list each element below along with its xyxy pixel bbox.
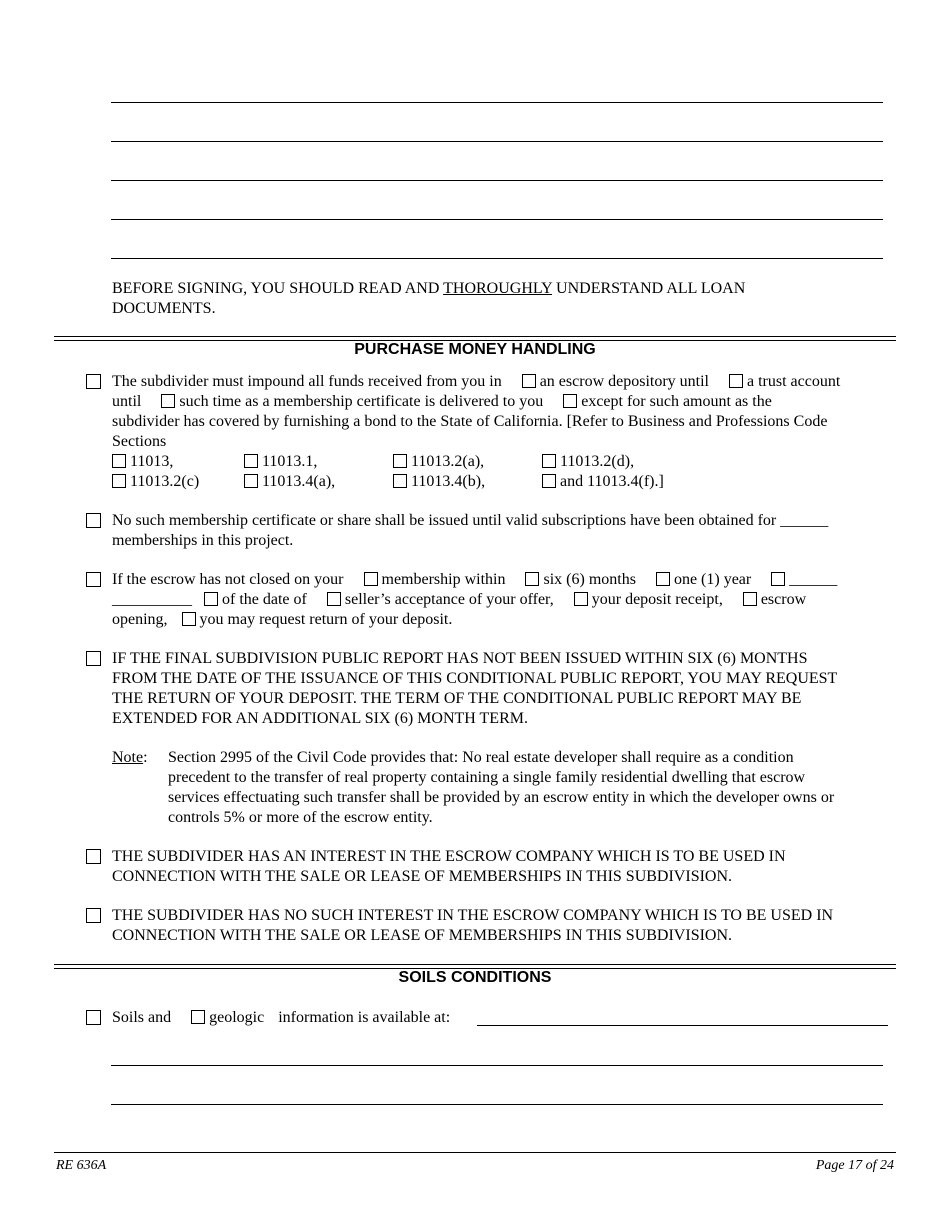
- code-checkbox[interactable]: [542, 474, 556, 488]
- code-option-11013-4b: 11013.4(b),: [393, 472, 485, 492]
- one-year-checkbox[interactable]: [656, 572, 670, 586]
- loan-notice-suffix: UNDERSTAND ALL LOAN: [552, 280, 746, 297]
- request-return-label: you may request return of your deposit.: [199, 611, 453, 628]
- deposit-receipt-label: your deposit receipt,: [591, 591, 723, 608]
- impound-line-2: [112, 392, 772, 412]
- trust-account-checkbox[interactable]: [729, 374, 743, 388]
- escrow-not-closed-checkbox[interactable]: [86, 572, 101, 587]
- membership-certificate-label: such time as a membership certificate is delivered to you: [179, 393, 544, 410]
- page-number: Page 17 of 24: [815, 1158, 894, 1173]
- loan-notice: [112, 279, 745, 299]
- code-checkbox[interactable]: [112, 454, 126, 468]
- date-of-checkbox[interactable]: [204, 592, 218, 606]
- escrow-depository-checkbox[interactable]: [522, 374, 536, 388]
- impound-line-4: Sections: [112, 433, 167, 450]
- loan-notice-line2: DOCUMENTS.: [112, 300, 216, 317]
- geologic-checkbox[interactable]: [191, 1010, 205, 1024]
- has-interest-line-2: CONNECTION WITH THE SALE OR LEASE OF MEMBERSHIPS IN THIS SUBDIVISION.: [112, 868, 733, 885]
- final-report-line-1: IF THE FINAL SUBDIVISION PUBLIC REPORT HAS NOT BEEN ISSUED WITHIN SIX (6) MONTHS: [112, 650, 808, 667]
- impound-text-1: The subdivider must impound all funds received from you in: [112, 373, 502, 390]
- impound-line-3: subdivider has covered by furnishing a bond to the State of California. [Refer to Business and Professions Code: [112, 413, 828, 430]
- membership-certificate-checkbox[interactable]: [161, 394, 175, 408]
- impound-until: until: [112, 393, 142, 410]
- note-line-2: precedent to the transfer of real property containing a single family residential dwelling that escrow: [168, 769, 806, 786]
- no-interest-line-2: CONNECTION WITH THE SALE OR LEASE OF MEMBERSHIPS IN THIS SUBDIVISION.: [112, 927, 733, 944]
- code-option-11013-4a: 11013.4(a),: [244, 472, 335, 492]
- soils-line: [112, 1008, 450, 1028]
- no-certificate-checkbox[interactable]: [86, 513, 101, 528]
- code-option-11013-1: 11013.1,: [244, 452, 317, 472]
- escrow-opening-label-cont: opening,: [112, 611, 168, 628]
- code-option-11013-2c: 11013.2(c): [112, 472, 199, 492]
- other-period-field[interactable]: ______: [789, 571, 838, 588]
- escrow-line-1: [112, 570, 837, 590]
- escrow-opening-label: escrow: [760, 591, 807, 608]
- note-line-1: Section 2995 of the Civil Code provides that: No real estate developer shall require as a condition: [168, 749, 794, 766]
- form-number: RE 636A: [56, 1158, 107, 1173]
- code-checkbox[interactable]: [244, 454, 258, 468]
- blank-line-4[interactable]: [111, 219, 883, 220]
- impound-checkbox[interactable]: [86, 374, 101, 389]
- has-interest-line-1: THE SUBDIVIDER HAS AN INTEREST IN THE ESCROW COMPANY WHICH IS TO BE USED IN: [112, 848, 786, 865]
- escrow-line-3: [112, 610, 452, 630]
- code-checkbox[interactable]: [542, 454, 556, 468]
- request-return-checkbox[interactable]: [182, 612, 196, 626]
- code-checkbox[interactable]: [244, 474, 258, 488]
- soils-checkbox[interactable]: [86, 1010, 101, 1025]
- six-months-label: six (6) months: [543, 571, 636, 588]
- blank-line-5[interactable]: [111, 258, 883, 259]
- code-option-11013-4f: and 11013.4(f).]: [542, 472, 664, 492]
- soils-label: Soils and: [112, 1009, 172, 1026]
- escrow-text-1: If the escrow has not closed on your: [112, 571, 344, 588]
- blank-line-2[interactable]: [111, 141, 883, 142]
- has-interest-checkbox[interactable]: [86, 849, 101, 864]
- note-line-3: services effectuating such transfer shall be provided by an escrow entity in which the developer owns or: [168, 789, 835, 806]
- final-report-line-4: EXTENDED FOR AN ADDITIONAL SIX (6) MONTH TERM.: [112, 710, 528, 727]
- blank-line-1[interactable]: [111, 102, 883, 103]
- geologic-label: geologic: [209, 1009, 265, 1026]
- code-option-11013: 11013,: [112, 452, 173, 472]
- code-checkbox[interactable]: [112, 474, 126, 488]
- impound-line-1: [112, 372, 840, 392]
- trust-account-label: a trust account: [747, 373, 841, 390]
- final-report-line-2: FROM THE DATE OF THE ISSUANCE OF THIS CONDITIONAL PUBLIC REPORT, YOU MAY REQUEST: [112, 670, 838, 687]
- one-year-label: one (1) year: [673, 571, 752, 588]
- date-of-label: of the date of: [222, 591, 307, 608]
- escrow-opening-checkbox[interactable]: [743, 592, 757, 606]
- seller-acceptance-checkbox[interactable]: [327, 592, 341, 606]
- bond-exception-label: except for such amount as the: [581, 393, 772, 410]
- code-checkbox[interactable]: [393, 454, 407, 468]
- deposit-receipt-checkbox[interactable]: [574, 592, 588, 606]
- soils-blank-line-2[interactable]: [111, 1104, 883, 1105]
- soils-blank-line-1[interactable]: [111, 1065, 883, 1066]
- soils-info-field[interactable]: [477, 1025, 888, 1026]
- loan-notice-emphasis: THOROUGHLY: [443, 280, 553, 297]
- section-title-soils: SOILS CONDITIONS: [398, 969, 552, 986]
- footer-rule: [54, 1152, 896, 1153]
- escrow-depository-label: an escrow depository until: [539, 373, 709, 390]
- final-report-line-3: THE RETURN OF YOUR DEPOSIT. THE TERM OF THE CONDITIONAL PUBLIC REPORT MAY BE: [112, 690, 802, 707]
- no-interest-line-1: THE SUBDIVIDER HAS NO SUCH INTEREST IN THE ESCROW COMPANY WHICH IS TO BE USED IN: [112, 907, 834, 924]
- six-months-checkbox[interactable]: [525, 572, 539, 586]
- no-certificate-line-2: memberships in this project.: [112, 532, 294, 549]
- note-label: Note:: [112, 749, 148, 766]
- code-option-11013-2d: 11013.2(d),: [542, 452, 634, 472]
- code-option-11013-2a: 11013.2(a),: [393, 452, 484, 472]
- loan-notice-prefix: BEFORE SIGNING, YOU SHOULD READ AND: [112, 280, 444, 297]
- other-period-field-cont[interactable]: __________: [112, 591, 192, 608]
- bond-exception-checkbox[interactable]: [563, 394, 577, 408]
- code-checkbox[interactable]: [393, 474, 407, 488]
- membership-within-checkbox[interactable]: [364, 572, 378, 586]
- no-certificate-line-1: No such membership certificate or share shall be issued until valid subscriptions have been obtained for ______: [112, 512, 829, 529]
- other-period-checkbox[interactable]: [771, 572, 785, 586]
- escrow-line-2: [112, 590, 806, 610]
- seller-acceptance-label: seller’s acceptance of your offer,: [344, 591, 554, 608]
- info-available-label: information is available at:: [278, 1009, 451, 1026]
- no-interest-checkbox[interactable]: [86, 908, 101, 923]
- membership-within-label: membership within: [381, 571, 506, 588]
- section-title-purchase: PURCHASE MONEY HANDLING: [354, 341, 596, 358]
- blank-line-3[interactable]: [111, 180, 883, 181]
- note-line-4: controls 5% or more of the escrow entity.: [168, 809, 433, 826]
- final-report-checkbox[interactable]: [86, 651, 101, 666]
